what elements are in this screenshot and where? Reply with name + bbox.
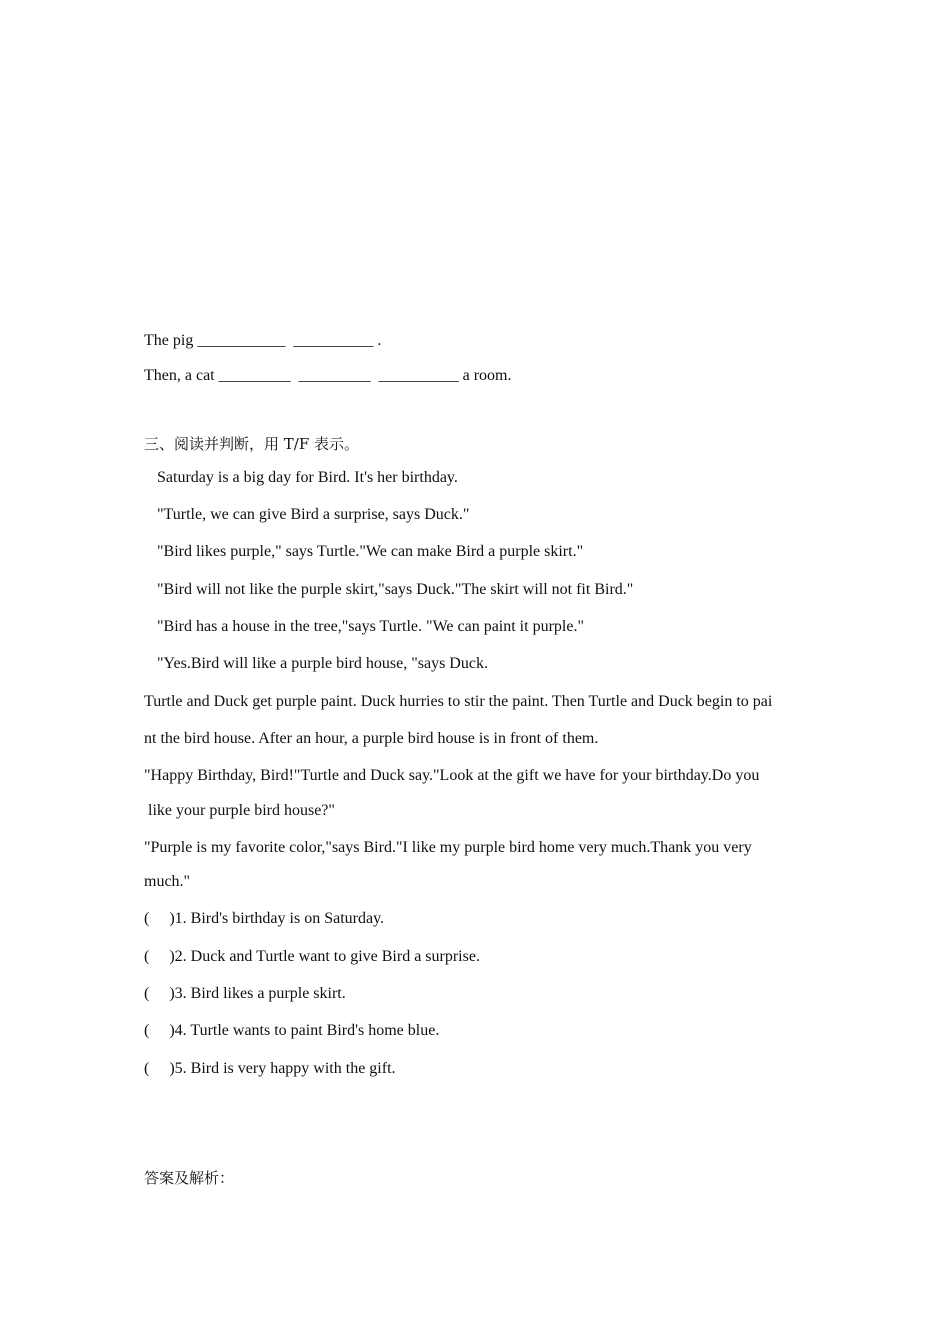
passage-line: much." — [144, 873, 191, 890]
answers-heading: 答案及解析： — [144, 1169, 235, 1187]
question-3: ( )3. Bird likes a purple skirt. — [144, 985, 346, 1002]
passage-line: "Happy Birthday, Bird!"Turtle and Duck say."Look at the gift we have for your birthday.Do you — [144, 767, 760, 784]
passage-line: "Bird will not like the purple skirt,"says Duck."The skirt will not fit Bird." — [157, 581, 634, 598]
question-1: ( )1. Bird's birthday is on Saturday. — [144, 910, 385, 927]
passage-line: like your purple bird house?" — [144, 802, 335, 819]
question-5: ( )5. Bird is very happy with the gift. — [144, 1060, 396, 1077]
passage-line: Turtle and Duck get purple paint. Duck hurries to stir the paint. Then Turtle and Duck begin to pai — [144, 693, 773, 710]
passage-line: "Bird has a house in the tree,"says Turtle. "We can paint it purple." — [157, 618, 584, 635]
passage-line: "Yes.Bird will like a purple bird house, "says Duck. — [157, 655, 488, 672]
fill-in-line-2: Then, a cat _________ _________ __________ a room. — [144, 367, 512, 384]
question-4: ( )4. Turtle wants to paint Bird's home blue. — [144, 1022, 440, 1039]
passage-line: "Purple is my favorite color,"says Bird."I like my purple bird home very much.Thank you very — [144, 839, 752, 856]
passage-line: "Turtle, we can give Bird a surprise, says Duck." — [157, 506, 470, 523]
passage-line: Saturday is a big day for Bird. It's her birthday. — [157, 469, 458, 486]
question-2: ( )2. Duck and Turtle want to give Bird a surprise. — [144, 948, 480, 965]
section-3-heading: 三、阅读并判断，用 T/F 表示。 — [144, 435, 360, 453]
fill-in-line-1: The pig ___________ __________ . — [144, 332, 382, 349]
passage-line: "Bird likes purple," says Turtle."We can make Bird a purple skirt." — [157, 543, 584, 560]
passage-line: nt the bird house. After an hour, a purple bird house is in front of them. — [144, 730, 599, 747]
